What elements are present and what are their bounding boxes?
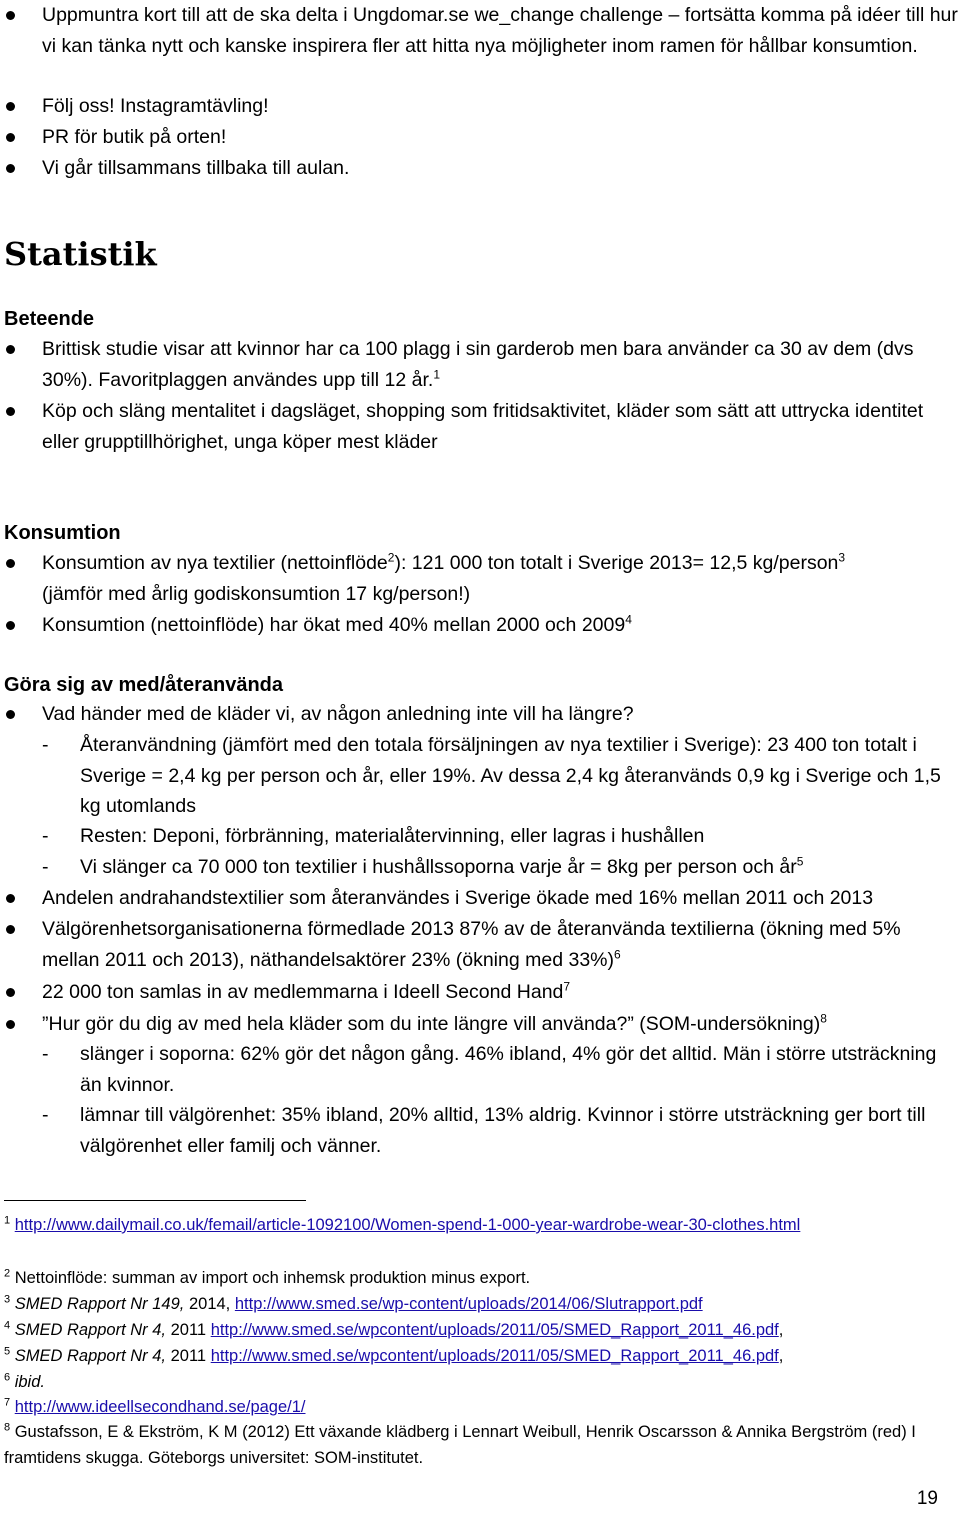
list-item	[0, 914, 960, 975]
footnote-ref: 6	[614, 947, 621, 961]
list-item	[0, 821, 960, 852]
list-item	[0, 548, 960, 609]
list-item	[0, 396, 960, 457]
footnote-number: 3	[4, 1293, 11, 1306]
list-item	[0, 1039, 960, 1100]
page-number: 19	[916, 1488, 938, 1509]
bullet-icon	[6, 925, 15, 934]
bullet-text: Uppmuntra kort till att de ska delta i Ungdomar.se we_change challenge – fortsätta komma på idéer till hur vi kan tänka nytt och kanske inspirera fler att hitta nya möjligheter inom ramen för hållbar konsumtion.	[42, 4, 958, 57]
bullet-text: ”Hur gör du dig av med hela kläder som du inte längre vill använda?” (SOM-undersökning)	[42, 1013, 821, 1035]
footnote-ref: 3	[838, 550, 846, 565]
bullet-text: Vi går tillsammans tillbaka till aulan.	[42, 157, 350, 179]
list-item	[0, 699, 960, 730]
list-item	[0, 153, 960, 184]
footnote-link[interactable]: http://www.dailymail.co.uk/femail/article-1092100/Women-spend-1-000-year-wardrobe-wear-30-clothes.html	[14, 1216, 801, 1234]
footnote-2	[4, 1266, 920, 1292]
dash-marker: -	[42, 825, 49, 847]
footnote-text: 2011	[170, 1321, 207, 1339]
footnote-text: Gustafsson, E & Ekström, K M (2012) Ett växande klädberg i Lennart Weibull, Henrik Oscarsson & Annika Bergström (red) I framtidens skugga. Göteborgs universitet: SOM-institutet.	[4, 1423, 916, 1467]
list-item	[0, 1009, 960, 1040]
dash-marker: -	[42, 734, 49, 756]
bullet-text: PR för butik på orten!	[42, 126, 227, 148]
bullet-icon	[6, 164, 15, 173]
dash-marker: -	[42, 1104, 49, 1126]
bullet-icon	[6, 710, 15, 719]
bullet-icon	[6, 621, 15, 630]
list-item	[0, 852, 960, 883]
footnote-ref: 8	[820, 1011, 827, 1026]
dash-text: Resten: Deponi, förbränning, materialåtervinning, eller lagras i hushållen	[80, 825, 705, 847]
footnote-ref: 5	[796, 854, 804, 869]
dash-marker: -	[42, 1043, 49, 1065]
bullet-icon	[6, 988, 15, 997]
footnote-text: 2011	[170, 1347, 207, 1365]
bullet-text: 22 000 ton samlas in av medlemmarna i Ideell Second Hand	[42, 981, 564, 1003]
bullet-icon	[6, 11, 15, 20]
bullet-icon	[6, 102, 15, 111]
footnote-8	[4, 1420, 920, 1471]
footnote-ref: 1	[433, 367, 441, 381]
footnote-ref: 2	[387, 550, 395, 565]
section-title-beteende: Beteende	[4, 308, 95, 330]
list-item	[0, 0, 960, 61]
bullet-icon	[6, 345, 15, 354]
footnote-text: Nettoinflöde: summan av import och inhemsk produktion minus export.	[14, 1269, 531, 1287]
footnote-link[interactable]: http://www.ideellsecondhand.se/page/1/	[14, 1398, 306, 1416]
footnote-source: SMED Rapport Nr 4,	[14, 1321, 167, 1339]
footnote-text: 2014,	[188, 1295, 231, 1313]
footnote-number: 8	[4, 1421, 11, 1434]
bullet-icon	[6, 1020, 15, 1029]
bullet-icon	[6, 894, 15, 903]
dash-text: slänger i soporna: 62% gör det någon gång. 46% ibland, 4% gör det alltid. Män i större utsträckning än kvinnor.	[80, 1043, 937, 1096]
footnote-link[interactable]: http://www.smed.se/wp-content/uploads/2014/06/Slutrapport.pdf	[234, 1295, 703, 1313]
footnote-number: 5	[4, 1345, 11, 1358]
footnote-separator	[4, 1200, 306, 1201]
footnote-number: 4	[4, 1319, 11, 1332]
list-item	[0, 91, 960, 122]
footnote-number: 6	[4, 1371, 11, 1384]
footnote-link[interactable]: http://www.smed.se/wpcontent/uploads/2011/05/SMED_Rapport_2011_46.pdf	[210, 1347, 779, 1365]
footnote-ref: 7	[563, 979, 571, 994]
bullet-text: Konsumtion av nya textilier (nettoinflöde	[42, 552, 388, 574]
footnote-source: ibid.	[14, 1373, 45, 1391]
bullet-text: Konsumtion (nettoinflöde) har ökat med 40% mellan 2000 och 2009	[42, 614, 626, 636]
section-title-konsumtion: Konsumtion	[4, 522, 121, 544]
bullet-text: Brittisk studie visar att kvinnor har ca 100 plagg i sin garderob men bara använder ca 30 av dem (dvs 30%). Favoritplaggen användes upp till 12 år.	[42, 338, 914, 391]
footnote-source: SMED Rapport Nr 4,	[14, 1347, 167, 1365]
bullet-text: Välgörenhetsorganisationerna förmedlade 2013 87% av de återanvända textilierna (ökning med 5% mellan 2011 och 2013), näthandelsaktörer 23% (ökning med 33%)	[42, 918, 901, 971]
bullet-icon	[6, 407, 15, 416]
bullet-icon	[6, 559, 15, 568]
bullet-icon	[6, 133, 15, 142]
footnote-7	[4, 1395, 920, 1421]
footnote-ref: 4	[625, 612, 632, 627]
footnote-6	[4, 1370, 920, 1396]
dash-text: Återanvändning (jämfört med den totala försäljningen av nya textilier i Sverige): 23 400 ton totalt i Sverige = 2,4 kg per person och år, eller 19%. Av dessa 2,4 kg återanvänds 0,9 kg i Sverige och 1,5 kg utomlands	[80, 734, 941, 817]
section-title-ateranvanda: Göra sig av med/återanvända	[4, 674, 284, 696]
bullet-text: ): 121 000 ton totalt i Sverige 2013= 12,5 kg/person	[394, 552, 839, 574]
dash-marker: -	[42, 856, 49, 878]
list-item	[0, 883, 960, 914]
bullet-text: Köp och släng mentalitet i dagsläget, shopping som fritidsaktivitet, kläder som sätt att uttrycka identitet eller grupptillhörighet, unga köper mest kläder	[42, 400, 924, 453]
bullet-text: Andelen andrahandstextilier som återanvändes i Sverige ökade med 16% mellan 2011 och 2013	[42, 887, 874, 909]
footnote-number: 7	[4, 1396, 11, 1409]
list-item	[0, 610, 960, 641]
footnote-text: ,	[778, 1347, 784, 1365]
footnote-number: 1	[4, 1214, 11, 1227]
footnote-number: 2	[4, 1267, 11, 1280]
bullet-text: Följ oss! Instagramtävling!	[42, 95, 269, 117]
footnote-text: ,	[778, 1321, 784, 1339]
dash-text: lämnar till välgörenhet: 35% ibland, 20% alltid, 13% aldrig. Kvinnor i större utsträckning ger bort till välgörenhet eller familj och vänner.	[80, 1104, 926, 1157]
bullet-text: Vad händer med de kläder vi, av någon anledning inte vill ha längre?	[42, 703, 634, 725]
footnote-4	[4, 1318, 920, 1344]
list-item	[0, 122, 960, 153]
list-item	[0, 730, 960, 822]
footnote-1	[4, 1213, 920, 1239]
bullet-text: (jämför med årlig godiskonsumtion 17 kg/person!)	[42, 582, 471, 605]
page-title: Statistik	[4, 235, 157, 273]
footnote-5	[4, 1344, 920, 1370]
dash-text: Vi slänger ca 70 000 ton textilier i hushållssoporna varje år = 8kg per person och år	[80, 856, 797, 878]
footnote-source: SMED Rapport Nr 149,	[14, 1295, 185, 1313]
list-item	[0, 977, 960, 1008]
list-item	[0, 334, 960, 395]
list-item	[0, 1100, 960, 1161]
footnote-link[interactable]: http://www.smed.se/wpcontent/uploads/2011/05/SMED_Rapport_2011_46.pdf	[210, 1321, 779, 1339]
footnote-3	[4, 1292, 920, 1318]
